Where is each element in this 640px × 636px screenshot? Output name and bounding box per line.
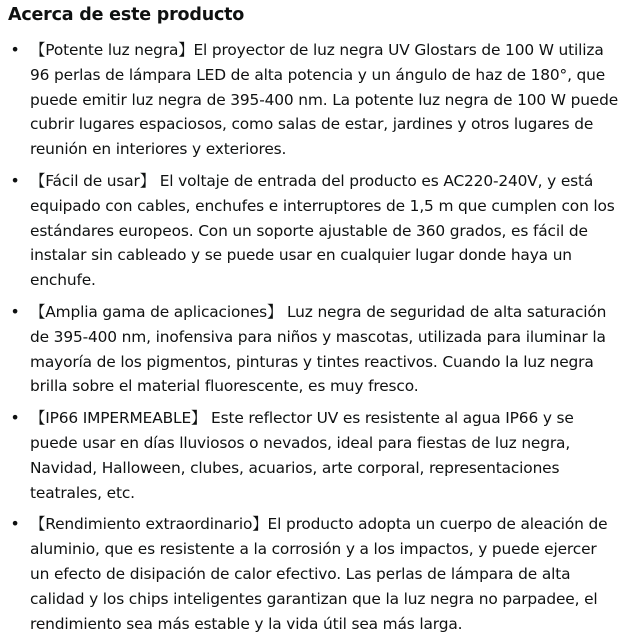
feature-bullet [8,169,620,293]
feature-bullet [8,406,620,505]
section-title: Acerca de este producto [8,5,245,25]
feature-bullet [8,300,620,399]
feature-bullet-list [8,38,640,636]
feature-bullet-text: 【Rendimiento extraordinario】El producto adopta un cuerpo de aleación de aluminio, que es resistente a la corrosión y a los impactos, y puede ejercer un efecto de disipación de calor efectivo. Las perlas de lámpara de alta calidad y los chips inteligentes garantizan que la luz negra no parpadee, el rendimiento sea más estable y la vida útil sea más larga. [30,515,608,633]
bullet-dot-icon: • [10,170,20,190]
feature-bullet-text: 【Fácil de usar】 El voltaje de entrada del producto es AC220-240V, y está equipado con cables, enchufes e interruptores de 1,5 m que cumplen con los estándares europeos. Con un soporte ajustable de 360 grados, es fácil de instalar sin cableado y se puede usar en cualquier lugar donde haya un enchufe. [30,171,615,290]
bullet-dot-icon: • [10,408,20,428]
bullet-dot-icon: • [10,301,20,321]
feature-bullet [8,512,620,636]
feature-bullet-text: 【Potente luz negra】El proyector de luz negra UV Glostars de 100 W utiliza 96 perlas de lámpara LED de alta potencia y un ángulo de haz de 180°, que puede emitir luz negra de 395-400 nm. La potente luz negra de 100 W puede cubrir lugares espaciosos, como salas de estar, jardines y otros lugares de reunión en interiores y exteriores. [30,41,619,159]
feature-bullet-text: 【IP66 IMPERMEABLE】 Este reflector UV es resistente al agua IP66 y se puede usar en días lluviosos o nevados, ideal para fiestas de luz negra, Navidad, Halloween, clubes, acuarios, arte corporal, representaciones teatrales, etc. [30,409,574,502]
bullet-dot-icon: • [10,40,20,59]
feature-bullet-text: 【Amplia gama de aplicaciones】 Luz negra de seguridad de alta saturación de 395-400 nm, inofensiva para niños y mascotas, utilizada para iluminar la mayoría de los pigmentos, pinturas y tintes reactivos. Cuando la luz negra brilla sobre el material fluorescente, es muy fresco. [30,302,607,396]
feature-bullet [8,38,620,162]
bullet-dot-icon: • [10,514,20,534]
